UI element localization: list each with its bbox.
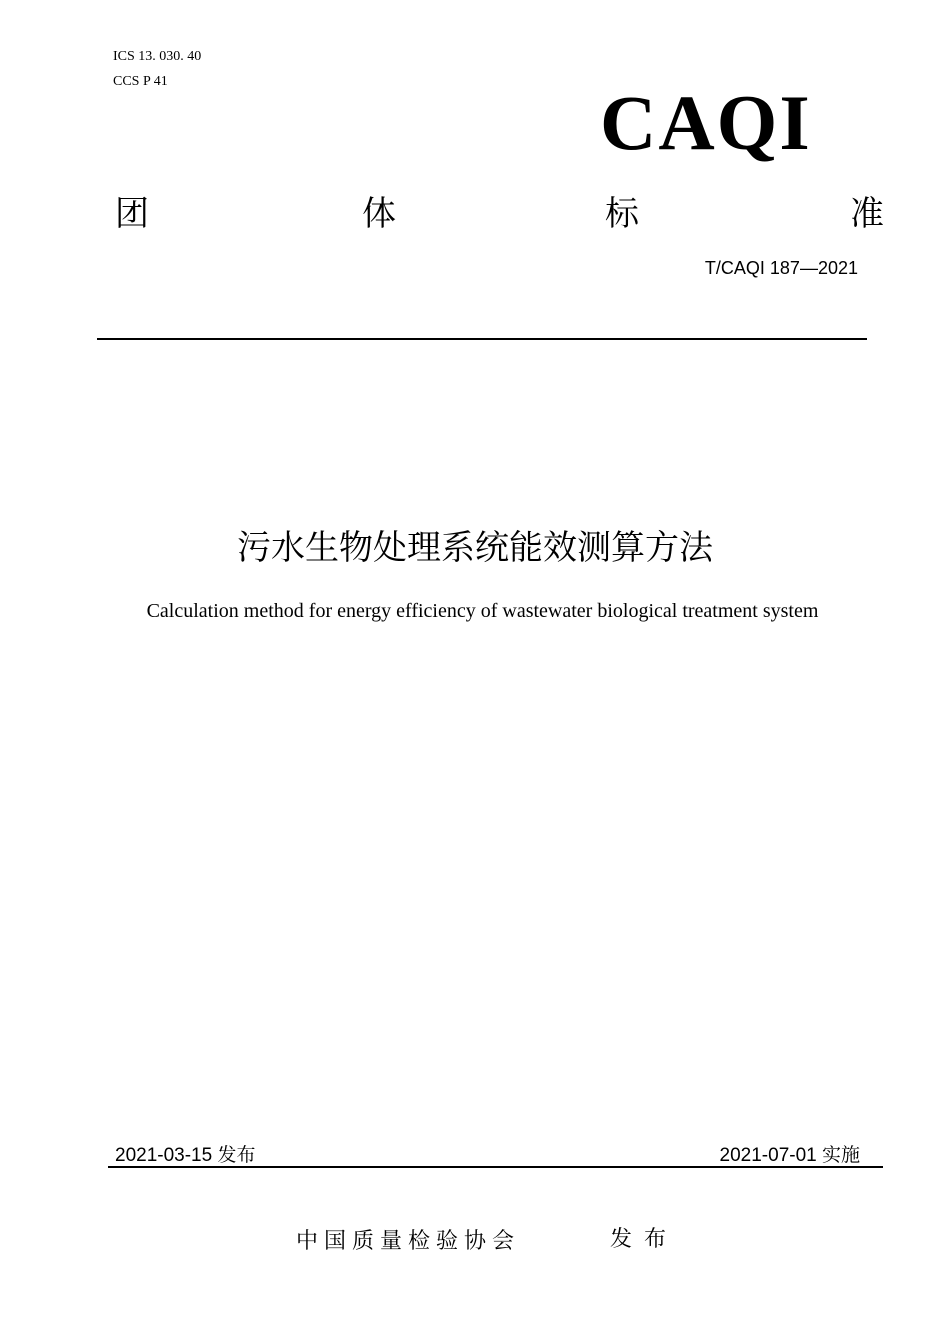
publisher-name: 中国质量检验协会 <box>296 1229 521 1254</box>
standard-type-char: 体 <box>362 194 396 234</box>
standard-type-char: 标 <box>605 194 639 234</box>
footer-divider <box>108 1166 883 1168</box>
standard-type-char: 团 <box>115 194 149 234</box>
title-chinese: 污水生物处理系统能效测算方法 <box>237 528 713 568</box>
publish-label: 发布 <box>610 1227 679 1252</box>
implementation-date: 2021-07-01 实施 <box>719 1145 860 1166</box>
caqi-logo: CAQI <box>600 79 812 166</box>
issue-date: 2021-03-15 发布 <box>115 1145 256 1166</box>
title-english: Calculation method for energy efficiency of wastewater biological treatment system <box>146 600 819 622</box>
header-divider <box>97 338 867 340</box>
standard-type-char: 准 <box>850 194 884 234</box>
ics-code: ICS 13. 030. 40 <box>113 49 202 64</box>
standard-code: T/CAQI 187—2021 <box>704 258 858 278</box>
ccs-code: CCS P 41 <box>113 74 168 89</box>
